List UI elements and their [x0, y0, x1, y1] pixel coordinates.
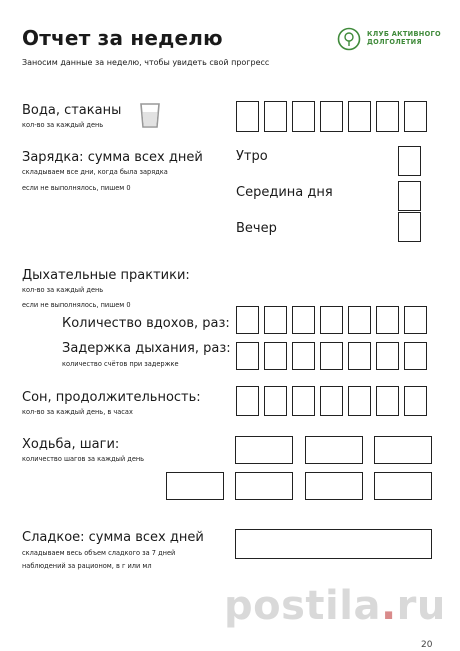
- sleep-day-5-input[interactable]: [348, 386, 371, 416]
- club-logo: [337, 27, 447, 55]
- watermark-dot: .: [380, 583, 397, 629]
- exercise-evening-label: Вечер: [236, 221, 277, 236]
- sleep-day-6-input[interactable]: [376, 386, 399, 416]
- page-number: 20: [421, 640, 433, 650]
- water-day-3-input[interactable]: [292, 101, 315, 132]
- exercise-morning-input[interactable]: [398, 146, 421, 176]
- sweets-note-1: складываем весь объем сладкого за 7 дней: [22, 549, 176, 557]
- sleep-day-7-input[interactable]: [404, 386, 427, 416]
- sweets-note-2: наблюдений за рационом, в г или мл: [22, 562, 152, 570]
- exercise-note-1: складываем все дни, когда была зарядка: [22, 168, 168, 176]
- breathing-note-1: кол-во за каждый день: [22, 286, 104, 294]
- breaths-day-6-input[interactable]: [376, 306, 399, 334]
- breathing-label: Дыхательные практики:: [22, 268, 190, 283]
- breath-hold-note: количество счётов при задержке: [62, 360, 179, 368]
- hold-day-7-input[interactable]: [404, 342, 427, 370]
- exercise-midday-input[interactable]: [398, 181, 421, 211]
- steps-day-1-input[interactable]: [235, 436, 293, 464]
- breathing-note-2: если не выполнялось, пишем 0: [22, 301, 131, 309]
- water-day-2-input[interactable]: [264, 101, 287, 132]
- exercise-evening-input[interactable]: [398, 212, 421, 242]
- steps-label: Ходьба, шаги:: [22, 437, 120, 452]
- water-day-7-input[interactable]: [404, 101, 427, 132]
- sleep-day-3-input[interactable]: [292, 386, 315, 416]
- water-day-4-input[interactable]: [320, 101, 343, 132]
- hold-day-3-input[interactable]: [292, 342, 315, 370]
- water-day-5-input[interactable]: [348, 101, 371, 132]
- sleep-day-2-input[interactable]: [264, 386, 287, 416]
- watermark-text: postila: [224, 583, 381, 629]
- breaths-count-label: Количество вдохов, раз:: [62, 316, 230, 331]
- watermark-tld: ru: [396, 583, 446, 629]
- sweets-total-input[interactable]: [235, 529, 432, 559]
- tree-logo-icon: [337, 27, 361, 51]
- breaths-day-1-input[interactable]: [236, 306, 259, 334]
- hold-day-4-input[interactable]: [320, 342, 343, 370]
- steps-note: количество шагов за каждый день: [22, 455, 145, 463]
- breaths-day-4-input[interactable]: [320, 306, 343, 334]
- steps-day-4-input[interactable]: [166, 472, 224, 500]
- exercise-midday-label: Середина дня: [236, 185, 333, 200]
- sleep-note: кол-во за каждый день, в часах: [22, 408, 133, 416]
- water-note: кол-во за каждый день: [22, 121, 104, 129]
- water-label: Вода, стаканы: [22, 103, 122, 118]
- glass-icon: [139, 102, 161, 129]
- breaths-day-7-input[interactable]: [404, 306, 427, 334]
- exercise-note-2: если не выполнялось, пишем 0: [22, 184, 131, 192]
- page-subtitle: Заносим данные за неделю, чтобы увидеть свой прогресс: [22, 58, 270, 67]
- sweets-label: Сладкое: сумма всех дней: [22, 530, 204, 545]
- breaths-day-2-input[interactable]: [264, 306, 287, 334]
- water-day-1-input[interactable]: [236, 101, 259, 132]
- sleep-day-1-input[interactable]: [236, 386, 259, 416]
- hold-day-1-input[interactable]: [236, 342, 259, 370]
- hold-day-5-input[interactable]: [348, 342, 371, 370]
- watermark: [224, 583, 446, 629]
- steps-day-2-input[interactable]: [305, 436, 363, 464]
- breaths-day-5-input[interactable]: [348, 306, 371, 334]
- hold-day-6-input[interactable]: [376, 342, 399, 370]
- sleep-label: Сон, продолжительность:: [22, 390, 201, 405]
- water-day-6-input[interactable]: [376, 101, 399, 132]
- breaths-day-3-input[interactable]: [292, 306, 315, 334]
- steps-day-5-input[interactable]: [235, 472, 293, 500]
- logo-text-line2: ДОЛГОЛЕТИЯ: [367, 38, 422, 46]
- breath-hold-label: Задержка дыхания, раз:: [62, 341, 231, 356]
- exercise-label: Зарядка: сумма всех дней: [22, 150, 203, 165]
- steps-day-7-input[interactable]: [374, 472, 432, 500]
- page-title: Отчет за неделю: [22, 26, 223, 50]
- sleep-day-4-input[interactable]: [320, 386, 343, 416]
- hold-day-2-input[interactable]: [264, 342, 287, 370]
- steps-day-3-input[interactable]: [374, 436, 432, 464]
- exercise-morning-label: Утро: [236, 149, 268, 164]
- logo-text-line1: КЛУБ АКТИВНОГО: [367, 30, 441, 38]
- steps-day-6-input[interactable]: [305, 472, 363, 500]
